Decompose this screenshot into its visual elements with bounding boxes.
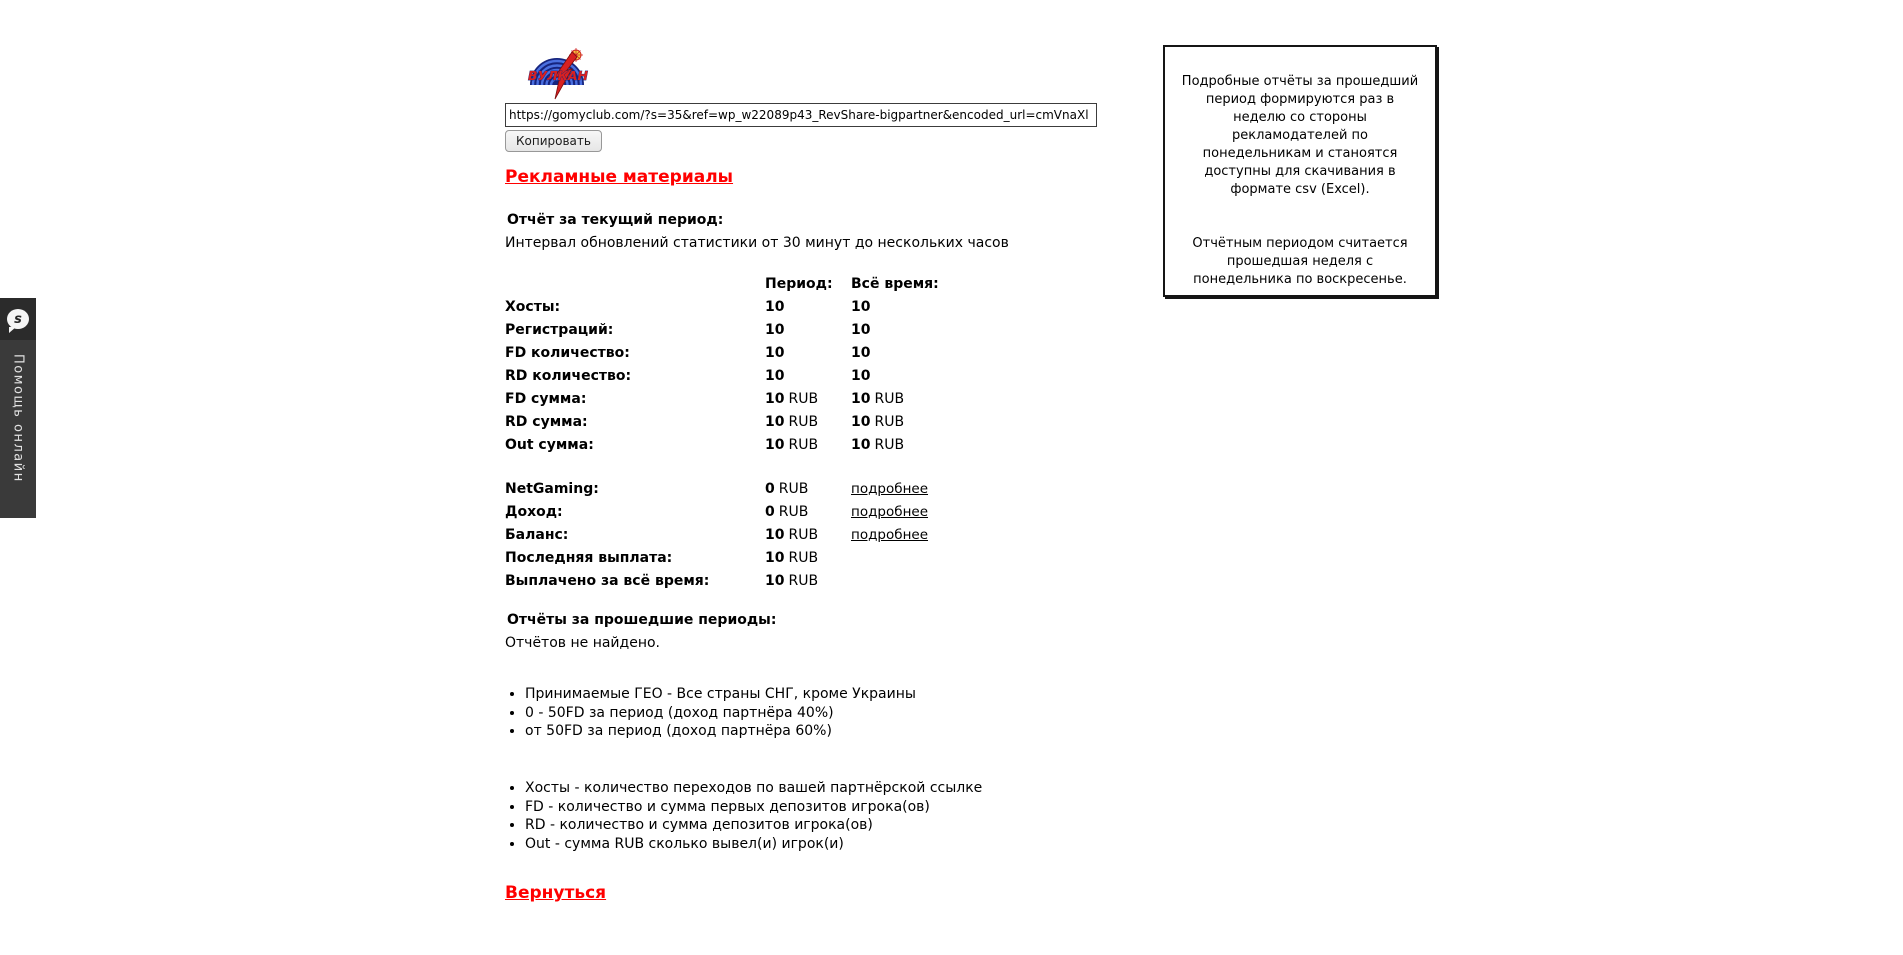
- unit: RUB: [788, 436, 819, 453]
- unit: RUB: [788, 572, 819, 589]
- list-item: • от 50FD за период (доход партнёра 60%): [525, 722, 916, 741]
- list-item: • FD - количество и сумма первых депозитов игрока(ов): [525, 798, 982, 817]
- stat-label: Регистраций:: [505, 321, 614, 338]
- stat-period-value: [765, 322, 851, 338]
- stat-label: FD количество:: [505, 344, 630, 361]
- column-header-period: Период:: [765, 275, 833, 292]
- weekly-reports-info-box: [1163, 45, 1437, 297]
- value: 10: [851, 321, 871, 338]
- totals-table: [505, 477, 981, 592]
- value: 10: [851, 413, 871, 430]
- advertising-materials-link[interactable]: Рекламные материалы: [505, 167, 734, 187]
- value: 10: [765, 413, 785, 430]
- stat-label: RD количество:: [505, 367, 632, 384]
- total-label: NetGaming:: [505, 480, 599, 497]
- stat-period-value: [765, 391, 851, 407]
- value: 0: [765, 480, 775, 497]
- past-reports-empty-message: Отчётов не найдено.: [505, 635, 660, 651]
- chat-icon-area: [0, 298, 36, 340]
- list-item: • Хосты - количество переходов по вашей партнёрской ссылке: [525, 779, 982, 798]
- list-item: • RD - количество и сумма депозитов игрока(ов): [525, 816, 982, 835]
- stats-table: [505, 272, 981, 456]
- info-paragraph-1: Подробные отчёты за прошедший период формируются раз в неделю со стороны рекламодателей по понедельникам и станоятся доступны для скачивания в формате csv (Excel).: [1181, 74, 1419, 197]
- details-cell: [851, 481, 981, 497]
- logo-text: ВУЛКАН: [528, 68, 588, 83]
- total-label: Последняя выплата:: [505, 549, 673, 566]
- value: 10: [765, 390, 785, 407]
- help-online-chat-tab[interactable]: [0, 298, 36, 518]
- stat-alltime-value: [851, 414, 981, 430]
- value: 10: [851, 344, 871, 361]
- stat-alltime-value: [851, 299, 981, 315]
- value: 10: [765, 321, 785, 338]
- chat-bubble-letter: s: [14, 311, 22, 327]
- details-link[interactable]: подробнее: [851, 480, 929, 497]
- column-header-all-time: Всё время:: [851, 275, 939, 292]
- list-item: • 0 - 50FD за период (доход партнёра 40%): [525, 704, 916, 723]
- total-value: [765, 504, 851, 520]
- value: 10: [765, 436, 785, 453]
- total-value: [765, 550, 851, 566]
- value: 10: [765, 367, 785, 384]
- stat-period-value: [765, 368, 851, 384]
- value: 10: [765, 298, 785, 315]
- unit: RUB: [874, 413, 905, 430]
- details-cell: [851, 527, 981, 543]
- referral-url-input[interactable]: [505, 103, 1097, 127]
- unit: RUB: [788, 549, 819, 566]
- copy-button[interactable]: Копировать: [505, 130, 602, 152]
- stat-alltime-value: [851, 437, 981, 453]
- help-online-label: Помощь онлайн: [10, 354, 26, 483]
- value: 10: [765, 572, 785, 589]
- vulkan-logo: [527, 44, 591, 102]
- unit: RUB: [874, 436, 905, 453]
- definitions-list: [505, 779, 982, 853]
- details-cell: [851, 504, 981, 520]
- list-item: • Out - сумма RUB сколько вывел(и) игрок(и): [525, 835, 982, 854]
- total-value: [765, 527, 851, 543]
- stat-label: Out сумма:: [505, 436, 594, 453]
- stat-label: Хосты:: [505, 298, 561, 315]
- value: 10: [765, 549, 785, 566]
- current-period-title: Отчёт за текущий период:: [507, 212, 724, 228]
- total-label: Доход:: [505, 503, 563, 520]
- list-item: • Принимаемые ГЕО - Все страны СНГ, кроме Украины: [525, 685, 916, 704]
- value: 10: [765, 344, 785, 361]
- total-value: [765, 481, 851, 497]
- stat-label: FD сумма:: [505, 390, 587, 407]
- value: 10: [851, 436, 871, 453]
- stat-label: RD сумма:: [505, 413, 588, 430]
- stat-alltime-value: [851, 322, 981, 338]
- total-value: [765, 573, 851, 589]
- stat-period-value: [765, 345, 851, 361]
- value: 0: [765, 503, 775, 520]
- unit: RUB: [788, 390, 819, 407]
- details-link[interactable]: подробнее: [851, 526, 929, 543]
- value: 10: [851, 390, 871, 407]
- stat-alltime-value: [851, 345, 981, 361]
- unit: RUB: [778, 503, 809, 520]
- unit: RUB: [788, 413, 819, 430]
- value: 10: [765, 526, 785, 543]
- back-link[interactable]: Вернуться: [505, 883, 607, 903]
- details-link[interactable]: подробнее: [851, 503, 929, 520]
- stat-period-value: [765, 414, 851, 430]
- stat-period-value: [765, 299, 851, 315]
- stat-alltime-value: [851, 391, 981, 407]
- stat-alltime-value: [851, 368, 981, 384]
- info-paragraph-2: Отчётным периодом считается прошедшая неделя с понедельника по воскресенье.: [1192, 236, 1408, 287]
- stat-period-value: [765, 437, 851, 453]
- chat-bubble-icon: [7, 309, 29, 329]
- value: 10: [851, 298, 871, 315]
- unit: RUB: [788, 526, 819, 543]
- total-label: Выплачено за всё время:: [505, 572, 710, 589]
- total-label: Баланс:: [505, 526, 569, 543]
- unit: RUB: [778, 480, 809, 497]
- update-interval-note: Интервал обновлений статистики от 30 минут до нескольких часов: [505, 235, 1009, 251]
- terms-list: [505, 685, 916, 741]
- past-reports-title: Отчёты за прошедшие периоды:: [507, 612, 777, 628]
- value: 10: [851, 367, 871, 384]
- sidebar-label-area: [0, 340, 36, 518]
- unit: RUB: [874, 390, 905, 407]
